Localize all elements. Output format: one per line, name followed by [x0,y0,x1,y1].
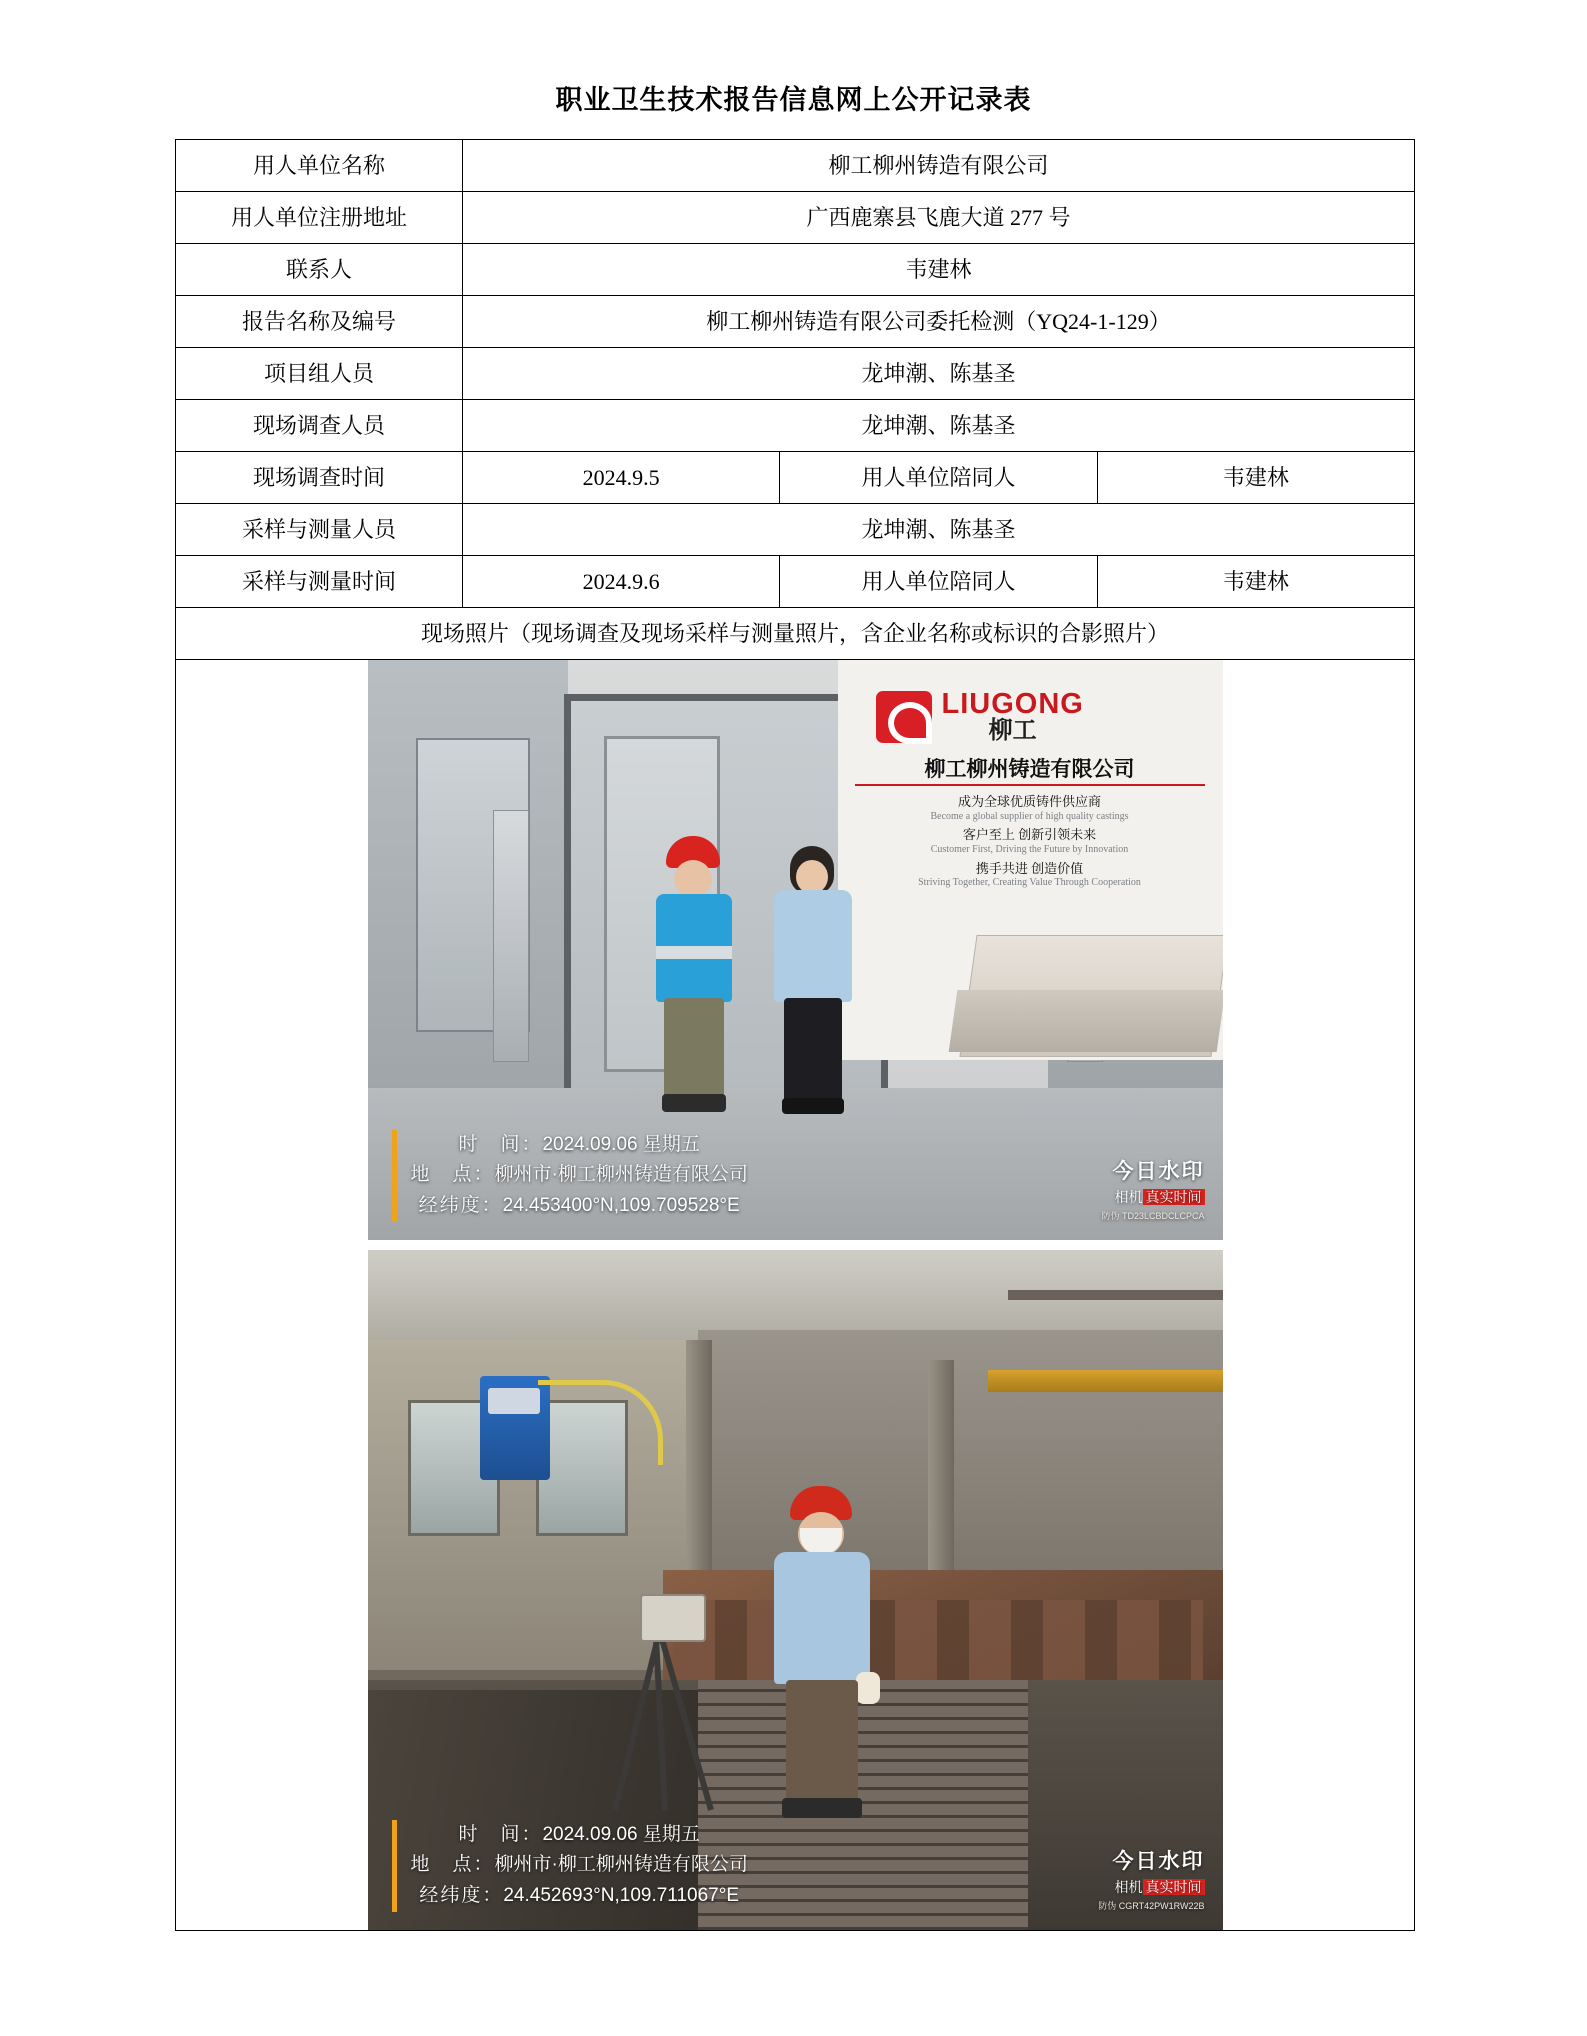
table-row [176,608,1415,660]
row-label-sampling-time: 采样与测量时间 [176,556,463,608]
table-row [176,244,1415,296]
table-row [176,192,1415,244]
slogan-en-3: Striving Together, Creating Value Through Cooperation [918,877,1141,889]
row-label-survey-accompany: 用人单位陪同人 [780,452,1097,504]
watermark-brand-line2a: 相机 [1114,1188,1143,1205]
sampling-tripod [590,1550,740,1810]
watermark-coord-value: 24.452693°N,109.711067°E [503,1885,739,1907]
row-value-survey-time: 2024.9.5 [463,452,780,504]
signage-slogans [860,794,1200,894]
row-value-sampling-accompany: 韦建林 [1097,556,1414,608]
watermark-brand-line2a: 相机 [1114,1878,1143,1895]
row-value-project-team: 龙坤潮、陈基圣 [463,348,1415,400]
watermark-place-value: 柳州市·柳工柳州铸造有限公司 [494,1854,748,1876]
row-label-registered-address: 用人单位注册地址 [176,192,463,244]
slogan-cn-2: 客户至上 创新引领未来 [962,827,1097,843]
photo2-watermark [392,1820,748,1912]
sampling-instrument [640,1594,706,1642]
slogan-en-2: Customer First, Driving the Future by Innovation [930,844,1129,856]
row-label-contact-person: 联系人 [176,244,463,296]
row-label-project-team: 项目组人员 [176,348,463,400]
row-label-sampling-staff: 采样与测量人员 [176,504,463,556]
row-value-contact-person: 韦建林 [463,244,1415,296]
table-row-photos [176,660,1415,1931]
watermark-time-value: 2024.09.06 星期五 [542,1133,700,1155]
watermark-brand-line1: 今日水印 [1112,1159,1205,1183]
photo1-watermark-brand [1101,1158,1204,1222]
watermark-brand-line2b: 真实时间 [1143,1879,1205,1895]
watermark-place-label: 地 点： [410,1164,495,1186]
safety-vest [656,894,732,1002]
watermark-coord-value: 24.453400°N,109.709528°E [502,1195,740,1217]
liugong-logo [876,690,1176,743]
turnstile-left [493,810,529,1062]
logo-text-en: LIUGONG [941,688,1084,720]
row-label-survey-time: 现场调查时间 [176,452,463,504]
table-row [176,400,1415,452]
row-value-survey-accompany: 韦建林 [1097,452,1414,504]
group-photo-entrance [368,660,1223,1240]
liugong-logo-mark-icon [876,691,932,743]
row-label-employer-name: 用人单位名称 [176,140,463,192]
table-row [176,452,1415,504]
row-value-registered-address: 广西鹿寨县飞鹿大道 277 号 [463,192,1415,244]
slogan-cn-3: 携手共进 创造价值 [975,860,1084,876]
watermark-brand-line3: 防伪 CGRT42PW1RW22B [1098,1900,1205,1911]
watermark-brand-line1: 今日水印 [1112,1849,1205,1873]
watermark-place-label: 地 点： [410,1854,495,1876]
watermark-brand-line2b: 真实时间 [1143,1189,1205,1205]
watermark-time-label: 时 间： [458,1823,543,1845]
person-worker-sampling [756,1486,886,1846]
person-staff-blue-shirt [758,846,866,1128]
page-title: 职业卫生技术报告信息网上公开记录表 [555,85,1032,115]
watermark-time-label: 时 间： [458,1133,543,1155]
watermark-place-value: 柳州市·柳工柳州铸造有限公司 [494,1164,748,1186]
overhead-crane [988,1370,1223,1392]
work-glove [856,1672,880,1704]
watermark-brand-line3: 防伪 TD23LCBDCLCPCA [1101,1210,1205,1221]
signage-divider [855,784,1205,786]
signage-company-name: 柳工柳州铸造有限公司 [924,757,1135,781]
row-value-sampling-staff: 龙坤潮、陈基圣 [463,504,1415,556]
photos-section-label: 现场照片（现场调查及现场采样与测量照片，含企业名称或标识的合影照片） [176,608,1415,660]
watermark-time-value: 2024.09.06 星期五 [542,1823,700,1845]
table-row [176,296,1415,348]
row-value-employer-name: 柳工柳州铸造有限公司 [463,140,1415,192]
row-value-sampling-time: 2024.9.6 [463,556,780,608]
roof-beam-upper [1008,1290,1223,1300]
row-label-report-name-number: 报告名称及编号 [176,296,463,348]
watermark-coord-label: 经纬度： [418,1195,503,1217]
photo2-watermark-brand [1098,1848,1204,1912]
reception-counter-base [948,990,1222,1052]
slogan-en-1: Become a global supplier of high quality castings [930,810,1129,822]
row-value-survey-staff: 龙坤潮、陈基圣 [463,400,1415,452]
record-table [175,139,1415,1931]
watermark-coord-label: 经纬度： [419,1885,504,1907]
person-worker-with-helmet [638,836,746,1126]
photo1-watermark [392,1130,748,1222]
table-row [176,556,1415,608]
table-row [176,348,1415,400]
row-value-report-name-number: 柳工柳州铸造有限公司委托检测（YQ24-1-129） [463,296,1415,348]
logo-text-cn: 柳工 [988,718,1037,744]
row-label-survey-staff: 现场调查人员 [176,400,463,452]
slogan-cn-1: 成为全球优质铸件供应商 [957,794,1101,809]
photos-cell [176,660,1415,1931]
row-label-sampling-accompany: 用人单位陪同人 [780,556,1097,608]
workshop-sampling-photo [368,1250,1223,1930]
table-row [176,504,1415,556]
table-row [176,140,1415,192]
